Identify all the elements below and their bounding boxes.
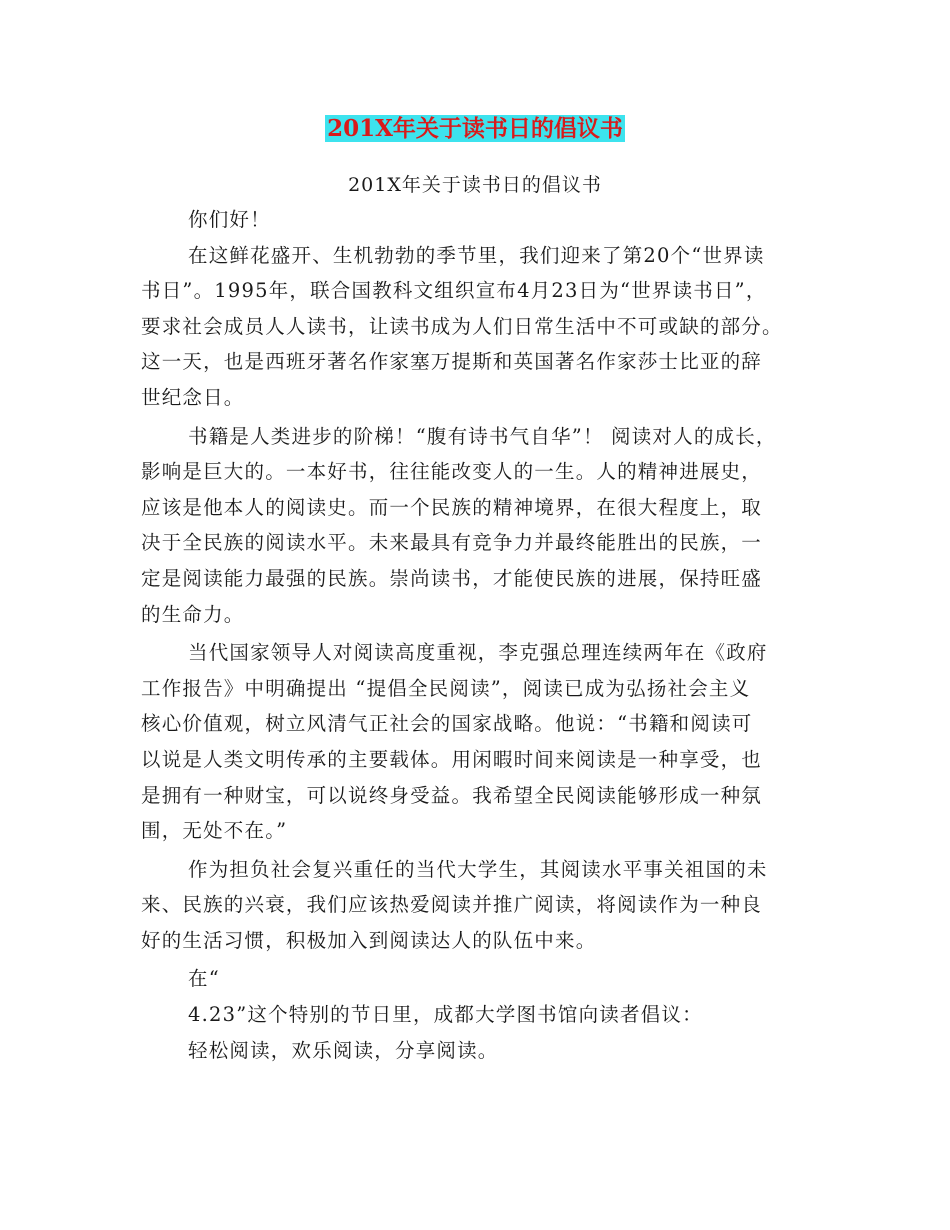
- paragraph-line: 在这鲜花盛开、生机勃勃的季节里，我们迎来了第20个“世界读: [188, 243, 765, 267]
- paragraph-line: 工作报告》中明确提出 “提倡全民阅读”，阅读已成为弘扬社会主义: [141, 676, 751, 700]
- paragraph-3: [141, 635, 831, 849]
- paragraph-line: 影响是巨大的。一本好书，往往能改变人的一生。人的精神进展史，: [141, 460, 763, 484]
- paragraph-6: 4.23”这个特别的节日里，成都大学图书馆向读者倡议：: [188, 1003, 703, 1027]
- paragraph-line: 来、民族的兴衰，我们应该热爱阅读并推广阅读，将阅读作为一种良: [141, 893, 763, 917]
- document-subtitle: 201X年关于读书日的倡议书: [348, 174, 602, 196]
- paragraph-line: 的生命力。: [141, 602, 245, 626]
- document-title: [0, 112, 950, 146]
- greeting: 你们好！: [188, 208, 271, 231]
- paragraph-line: 应该是他本人的阅读史。而一个民族的精神境界，在很大程度上，取: [141, 495, 763, 519]
- paragraph-4: [141, 852, 831, 959]
- paragraph-1: [141, 238, 831, 416]
- paragraph-7: 轻松阅读，欢乐阅读，分享阅读。: [188, 1038, 499, 1062]
- paragraph-line: 核心价值观，树立风清气正社会的国家战略。他说：“书籍和阅读可: [141, 712, 753, 736]
- document-title-text: 201X年关于读书日的倡议书: [327, 115, 623, 142]
- paragraph-line: 书籍是人类进步的阶梯！“腹有诗书气自华”！ 阅读对人的成长，: [188, 424, 777, 448]
- paragraph-line: 要求社会成员人人读书，让读书成为人们日常生活中不可或缺的部分。: [141, 314, 783, 338]
- paragraph-line: 书日”。1995年，联合国教科文组织宣布4月23日为“世界读书日”，: [141, 279, 767, 303]
- paragraph-line: 决于全民族的阅读水平。未来最具有竞争力并最终能胜出的民族，一: [141, 531, 763, 555]
- paragraph-line: 围，无处不在。”: [141, 819, 288, 843]
- paragraph-line: 是拥有一种财宝，可以说终身受益。我希望全民阅读能够形成一种氛: [141, 783, 763, 807]
- document-body: [141, 202, 831, 1068]
- paragraph-line: 作为担负社会复兴重任的当代大学生，其阅读水平事关祖国的未: [188, 857, 768, 881]
- paragraph-line: 以说是人类文明传承的主要载体。用闲暇时间来阅读是一种享受，也: [141, 747, 763, 771]
- paragraph-line: 这一天，也是西班牙著名作家塞万提斯和英国著名作家莎士比亚的辞: [141, 350, 763, 374]
- paragraph-line: 当代国家领导人对阅读高度重视，李克强总理连续两年在《政府: [188, 641, 768, 665]
- paragraph-2: [141, 419, 831, 633]
- paragraph-5: 在“: [188, 967, 220, 991]
- paragraph-line: 定是阅读能力最强的民族。崇尚读书，才能使民族的进展，保持旺盛: [141, 566, 763, 590]
- paragraph-line: 好的生活习惯，积极加入到阅读达人的队伍中来。: [141, 928, 597, 952]
- paragraph-line: 世纪念日。: [141, 385, 245, 409]
